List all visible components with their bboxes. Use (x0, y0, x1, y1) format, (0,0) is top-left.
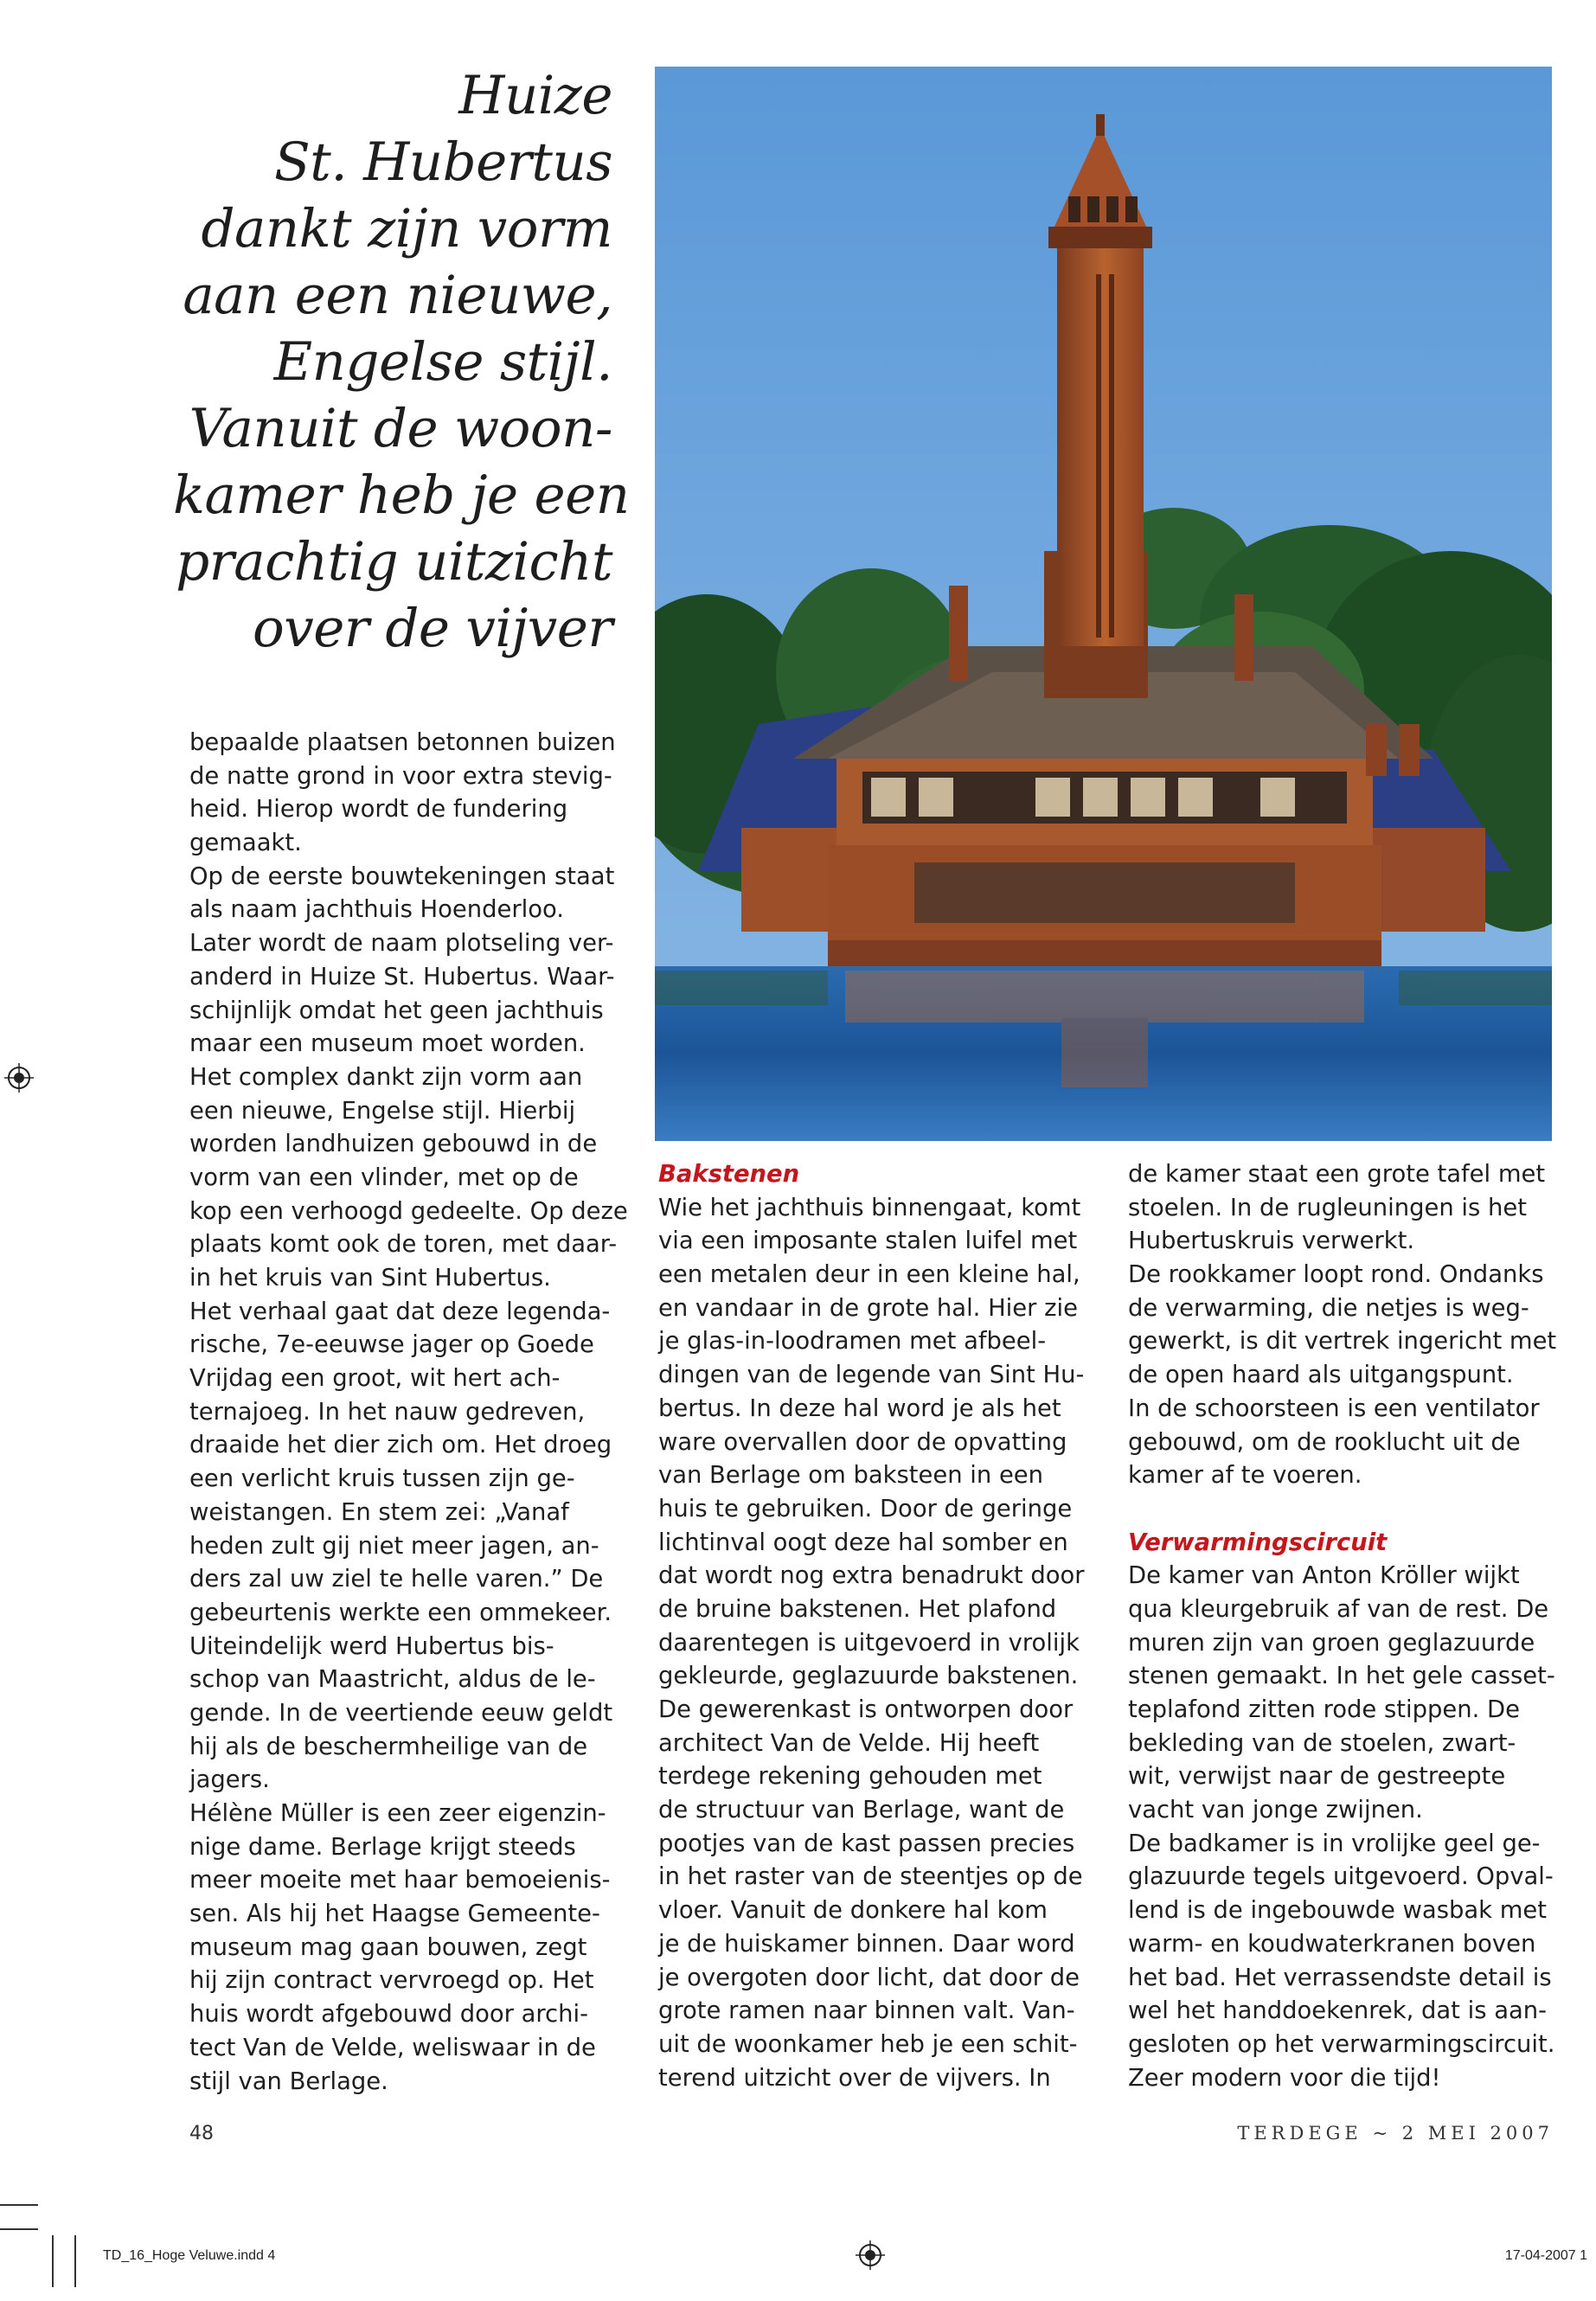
pull-quote-line: Vanuit de woon- (189, 398, 612, 459)
text-line: terdege rekening gehouden met (658, 1763, 1042, 1791)
text-line: de bruine bakstenen. Het plafond (658, 1595, 1057, 1623)
text-line: dat wordt nog extra benadrukt door (658, 1562, 1085, 1590)
text-line: teplafond zitten rode stippen. De (1128, 1696, 1520, 1723)
text-line: maar een museum moet worden. (189, 1030, 586, 1058)
text-line: ders zal uw ziel te helle varen.” De (189, 1566, 604, 1593)
text-line: Vrijdag een groot, wit hert ach- (189, 1365, 561, 1393)
article-column-3 (1128, 1158, 1565, 2095)
text-line: stenen gemaakt. In het gele casset- (1128, 1663, 1555, 1690)
text-line: Uiteindelijk werd Hubertus bis- (189, 1632, 554, 1660)
text-line: je de huiskamer binnen. Daar word (658, 1930, 1075, 1958)
column-3-text-top (1128, 1158, 1565, 1493)
text-line: gebouwd, om de rooklucht uit de (1128, 1428, 1521, 1456)
pull-quote-line: dankt zijn vorm (201, 198, 612, 260)
text-line: worden landhuizen gebouwd in de (189, 1131, 598, 1158)
text-line: uit de woonkamer heb je een schit- (658, 2030, 1078, 2058)
text-line: lichtinval oogt deze hal somber en (658, 1529, 1068, 1556)
text-line: stoelen. In de rugleuningen is het (1128, 1194, 1527, 1221)
text-line: jagers. (189, 1766, 270, 1794)
slug-date: 17-04-2007 1 (1504, 2248, 1587, 2263)
text-line: huis te gebruiken. Door de geringe (658, 1495, 1073, 1522)
section-heading-bakstenen: Bakstenen (658, 1161, 800, 1188)
text-line: terend uitzicht over de vijvers. In (658, 2064, 1051, 2092)
text-line: kop een verhoogd gedeelte. Op deze (189, 1197, 628, 1225)
text-line: museum mag gaan bouwen, zegt (189, 1933, 587, 1961)
text-line: een nieuwe, Engelse stijl. Hierbij (189, 1097, 576, 1125)
text-line: bertus. In deze hal word je als het (658, 1394, 1061, 1422)
text-line: vorm van een vlinder, met op de (189, 1163, 579, 1191)
text-line: het bad. Het verrassendste detail is (1128, 1964, 1552, 1991)
text-line: bepaalde plaatsen betonnen buizen (189, 729, 616, 756)
text-line: heid. Hierop wordt de fundering (189, 796, 568, 824)
text-line: je glas-in-loodramen met afbeel- (658, 1328, 1047, 1356)
column-2-text (658, 1192, 1095, 2096)
pull-quote-line: over de vijver (253, 598, 612, 659)
text-line: Hubertuskruis verwerkt. (1128, 1227, 1415, 1255)
text-line: in het kruis van Sint Hubertus. (189, 1265, 551, 1292)
text-line: wel het handdoekenrek, dat is aan- (1128, 1997, 1548, 2025)
article-column-1 (189, 727, 628, 2099)
publication-footer: TERDEGE ~ 2 MEI 2007 (1237, 2123, 1554, 2144)
text-line: je overgoten door licht, dat door de (658, 1964, 1080, 1991)
text-line: gesloten op het verwarmingscircuit. (1128, 2030, 1555, 2058)
text-line: nige dame. Berlage krijgt steeds (189, 1833, 576, 1861)
text-line: schop van Maastricht, aldus de le- (189, 1666, 596, 1694)
text-line: kamer af te voeren. (1128, 1462, 1362, 1490)
text-line: De rookkamer loopt rond. Ondanks (1128, 1261, 1544, 1289)
text-line: vloer. Vanuit de donkere hal kom (658, 1897, 1048, 1925)
hunting-lodge-photo (655, 67, 1552, 1141)
text-line: gende. In de veertiende eeuw geldt (189, 1699, 613, 1727)
pull-quote-line: aan een nieuwe, (183, 265, 612, 326)
text-line: daarentegen is uitgevoerd in vrolijk (658, 1629, 1080, 1657)
text-line: de natte grond in voor extra stevig- (189, 762, 612, 790)
text-line: Op de eerste bouwtekeningen staat (189, 862, 615, 890)
text-line: dingen van de legende van Sint Hu- (658, 1362, 1085, 1389)
text-line: De badkamer is in vrolijke geel ge- (1128, 1830, 1541, 1857)
text-line: ware overvallen door de opvatting (658, 1428, 1067, 1456)
text-line: Het complex dankt zijn vorm aan (189, 1063, 583, 1091)
text-line: lend is de ingebouwde wasbak met (1128, 1897, 1547, 1925)
column-3-text-bottom (1128, 1560, 1565, 2095)
pull-quote-line: St. Hubertus (274, 131, 612, 193)
text-line: plaats komt ook de toren, met daar- (189, 1231, 618, 1259)
text-line: de open haard als uitgangspunt. (1128, 1362, 1514, 1389)
text-line: vacht van jonge zwijnen. (1128, 1797, 1423, 1824)
article-column-2 (658, 1158, 1095, 2095)
photo-illustration (655, 67, 1552, 1141)
crop-mark (74, 2235, 76, 2287)
text-line: draaide het dier zich om. Het droeg (189, 1432, 612, 1459)
text-line: Later wordt de naam plotseling ver- (189, 930, 614, 958)
registration-mark-icon (856, 2240, 885, 2270)
text-line: ternajoeg. In het nauw gedreven, (189, 1398, 586, 1426)
text-line: stijl van Berlage. (189, 2067, 388, 2095)
text-line: warm- en koudwaterkranen boven (1128, 1930, 1536, 1958)
text-line: de kamer staat een grote tafel met (1128, 1161, 1546, 1188)
text-line: qua kleurgebruik af van de rest. De (1128, 1595, 1549, 1623)
text-line: schijnlijk omdat het geen jachthuis (189, 997, 604, 1024)
text-line: als naam jachthuis Hoenderloo. (189, 896, 564, 924)
text-line: pootjes van de kast passen precies (658, 1830, 1075, 1857)
crop-mark (0, 2228, 38, 2230)
text-line: muren zijn van groen geglazuurde (1128, 1629, 1535, 1657)
text-line: Wie het jachthuis binnengaat, komt (658, 1194, 1081, 1221)
text-line: van Berlage om baksteen in een (658, 1462, 1044, 1490)
page-number: 48 (189, 2123, 214, 2144)
text-line: grote ramen naar binnen valt. Van- (658, 1997, 1075, 2025)
text-line: via een imposante stalen luifel met (658, 1227, 1078, 1255)
section-heading-verwarmingscircuit: Verwarmingscircuit (1128, 1529, 1388, 1556)
text-line: Hélène Müller is een zeer eigenzin- (189, 1800, 606, 1827)
text-line: weistangen. En stem zei: „Vanaf (189, 1498, 569, 1526)
text-line: gewerkt, is dit vertrek ingericht met (1128, 1328, 1557, 1356)
text-line: een verlicht kruis tussen zijn ge- (189, 1465, 575, 1493)
text-line: tect Van de Velde, weliswaar in de (189, 2034, 596, 2061)
text-line: De gewerenkast is ontworpen door (658, 1696, 1074, 1723)
text-line: sen. Als hij het Haagse Gemeente- (189, 1900, 600, 1928)
text-line: bekleding van de stoelen, zwart- (1128, 1729, 1516, 1757)
pull-quote-line: kamer heb je een (173, 465, 630, 526)
text-line: rische, 7e-eeuwse jager op Goede (189, 1331, 594, 1359)
crop-mark (52, 2235, 54, 2287)
text-line: In de schoorsteen is een ventilator (1128, 1394, 1540, 1422)
text-line: huis wordt afgebouwd door archi- (189, 2001, 588, 2029)
text-line: hij zijn contract vervroegd op. Het (189, 1967, 594, 1995)
text-line: architect Van de Velde. Hij heeft (658, 1729, 1040, 1757)
text-line: gekleurde, geglazuurde bakstenen. (658, 1663, 1079, 1690)
text-line: en vandaar in de grote hal. Hier zie (658, 1294, 1078, 1322)
text-line: Het verhaal gaat dat deze legenda- (189, 1298, 611, 1325)
crop-mark (0, 2204, 38, 2206)
text-line: de structuur van Berlage, want de (658, 1797, 1065, 1824)
text-line: in het raster van de steentjes op de (658, 1863, 1083, 1891)
paragraph-gap (1128, 1493, 1565, 1527)
pull-quote-line: Engelse stijl. (273, 331, 612, 393)
registration-mark-icon (4, 1063, 34, 1093)
text-line: meer moeite met haar bemoeienis- (189, 1867, 611, 1894)
text-line: heden zult gij niet meer jagen, an- (189, 1532, 599, 1560)
text-line: Zeer modern voor die tijd! (1128, 2064, 1441, 2092)
text-line: een metalen deur in een kleine hal, (658, 1261, 1080, 1289)
pull-quote (173, 62, 630, 662)
text-line: gemaakt. (189, 830, 302, 857)
text-line: De kamer van Anton Kröller wijkt (1128, 1562, 1520, 1590)
slug-filename: TD_16_Hoge Veluwe.indd 4 (103, 2248, 276, 2263)
text-line: hij als de beschermheilige van de (189, 1733, 588, 1760)
pull-quote-line: Huize (458, 65, 612, 126)
text-line: anderd in Huize St. Hubertus. Waar- (189, 963, 615, 990)
text-line: glazuurde tegels uitgevoerd. Opval- (1128, 1863, 1554, 1891)
text-line: gebeurtenis werkte een ommekeer. (189, 1599, 612, 1626)
text-line: wit, verwijst naar de gestreepte (1128, 1763, 1506, 1791)
pull-quote-line: prachtig uitzicht (176, 531, 612, 593)
text-line: de verwarming, die netjes is weg- (1128, 1294, 1529, 1322)
